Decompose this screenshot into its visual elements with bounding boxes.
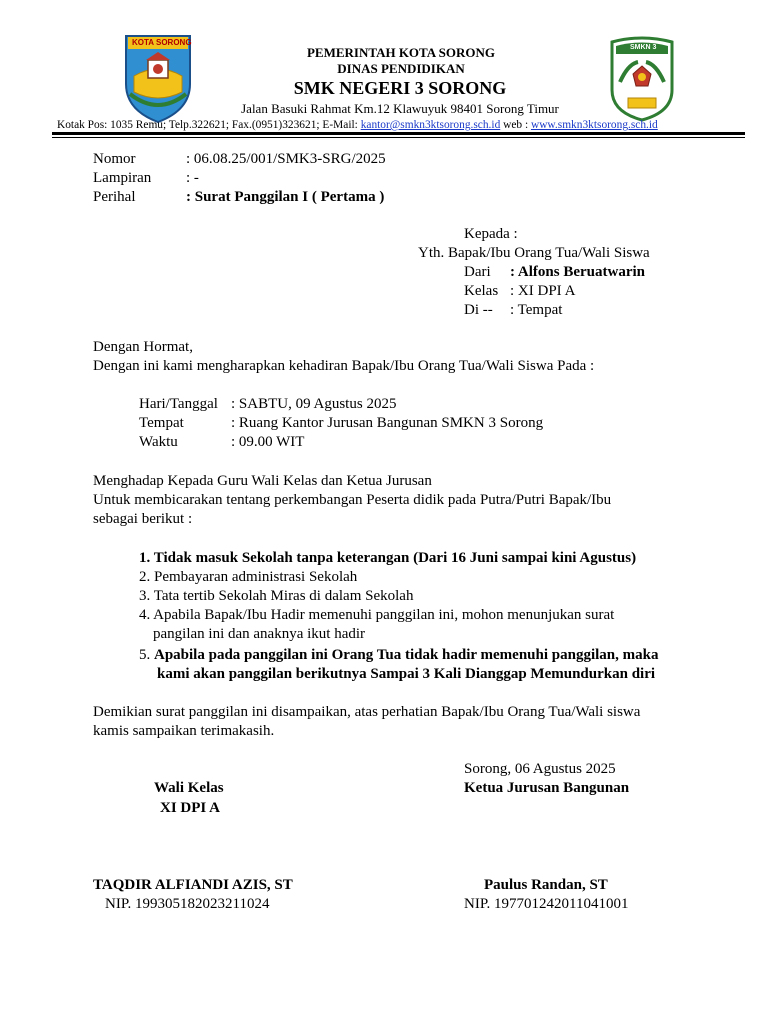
left-signer-name: TAQDIR ALFIANDI AZIS, ST (93, 877, 293, 893)
para-menghadap: Menghadap Kepada Guru Wali Kelas dan Ketua Jurusan (93, 473, 432, 489)
para-membicarakan-1: Untuk membicarakan tentang perkembangan Peserta didik pada Putra/Putri Bapak/Ibu (93, 492, 612, 508)
closing-line2: kamis sampaikan terimakasih. (93, 723, 275, 739)
waktu-value: : 09.00 WIT (231, 434, 305, 450)
logo-left-text: KOTA SORONG (132, 38, 192, 47)
wali-kelas-class: XI DPI A (160, 800, 221, 816)
nomor-value: : 06.08.25/001/SMK3-SRG/2025 (186, 151, 386, 167)
right-signer-nip: NIP. 197701242011041001 (464, 896, 629, 912)
perihal-label: Perihal (93, 189, 136, 205)
website-link[interactable]: www.smkn3ktsorong.sch.id (530, 119, 658, 131)
list-item-5-line2: kami akan panggilan berikutnya Sampai 3 Kali Dianggap Memundurkan diri (157, 666, 656, 682)
para-membicarakan-2: sebagai berikut : (93, 511, 193, 527)
lampiran-value: : - (186, 170, 199, 186)
wali-kelas-title: Wali Kelas (154, 780, 224, 796)
kepada: Kepada : (464, 226, 518, 242)
logo-right-text: SMKN 3 (630, 44, 657, 51)
list-item-2: 2. Pembayaran administrasi Sekolah (139, 569, 358, 585)
yth: Yth. Bapak/Ibu Orang Tua/Wali Siswa (418, 245, 650, 261)
nomor-label: Nomor (93, 151, 136, 167)
di-value: : Tempat (510, 302, 563, 318)
intro: Dengan ini kami mengharapkan kehadiran Bapak/Ibu Orang Tua/Wali Siswa Pada : (93, 358, 595, 374)
letterhead-rule-thick (52, 132, 745, 135)
dept-line: DINAS PENDIDIKAN (337, 61, 465, 76)
list-item-5-line1: Apabila pada panggilan ini Orang Tua tidak hadir memenuhi panggilan, maka (154, 647, 659, 663)
dari-label: Dari (464, 264, 491, 280)
closing-line1: Demikian surat panggilan ini disampaikan, atas perhatian Bapak/Ibu Orang Tua/Wali siswa (93, 704, 641, 720)
left-signer-nip: NIP. 199305182023211024 (105, 896, 270, 912)
school-address: Jalan Basuki Rahmat Km.12 Klawuyuk 98401 Sorong Timur (241, 101, 559, 116)
list-item-5-number: 5. (139, 647, 151, 663)
list-item-4-line2: pangilan ini dan anaknya ikut hadir (153, 626, 366, 642)
kelas-label: Kelas (464, 283, 499, 299)
list-item-4-line1: 4. Apabila Bapak/Ibu Hadir memenuhi panggilan ini, mohon menunjukan surat (139, 607, 615, 623)
web-label: web : (503, 119, 529, 131)
tempat-label: Tempat (139, 415, 184, 431)
contact-line (57, 118, 658, 132)
di-label: Di -- (464, 302, 493, 318)
waktu-label: Waktu (139, 434, 178, 450)
dari-value: : Alfons Beruatwarin (510, 264, 645, 280)
right-signer-name: Paulus Randan, ST (484, 877, 608, 893)
email-link[interactable]: kantor@smkn3ktsorong.sch.id (360, 119, 501, 131)
tempat-value: : Ruang Kantor Jurusan Bangunan SMKN 3 Sorong (231, 415, 544, 431)
list-item-3: 3. Tata tertib Sekolah Miras di dalam Sekolah (139, 588, 414, 604)
kelas-value: : XI DPI A (510, 283, 576, 299)
perihal-value: : Surat Panggilan I ( Pertama ) (186, 189, 385, 205)
hari-label: Hari/Tanggal (139, 396, 218, 412)
gov-line: PEMERINTAH KOTA SORONG (306, 45, 496, 60)
letterhead-rule-thin (52, 137, 745, 138)
ketua-jurusan-title: Ketua Jurusan Bangunan (464, 780, 630, 796)
list-item-1: 1. Tidak masuk Sekolah tanpa keterangan (Dari 16 Juni sampai kini Agustus) (139, 550, 637, 566)
place-date: Sorong, 06 Agustus 2025 (464, 761, 616, 777)
school-name: SMK NEGERI 3 SORONG (293, 78, 507, 98)
lampiran-label: Lampiran (93, 170, 152, 186)
greeting: Dengan Hormat, (93, 339, 193, 355)
hari-value: : SABTU, 09 Agustus 2025 (231, 396, 397, 412)
contact-prefix: Kotak Pos: 1035 Remu; Telp.322621; Fax.(0951)323621; E-Mail: (57, 119, 358, 131)
